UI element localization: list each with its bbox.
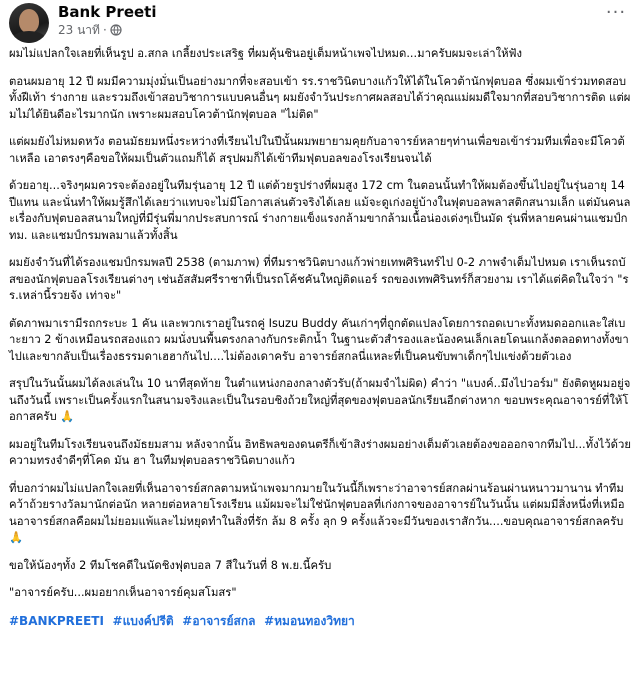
post-header	[0, 0, 640, 38]
post-paragraph: ผมไม่แปลกใจเลยที่เห็นรูป อ.สกล เกลี้ยงประเสริฐ ที่ผมคุ้นชินอยู่เต็มหน้าเพจไปหมด...มาครับผมจะเล่าให้ฟัง	[9, 47, 523, 60]
globe-icon	[110, 23, 122, 37]
hashtag-link[interactable]: #อาจารย์สกล	[182, 613, 256, 628]
more-options-icon[interactable]: ···	[605, 2, 627, 23]
hashtag-link[interactable]: #BANKPREETI	[9, 613, 104, 628]
hashtag-row	[9, 613, 631, 631]
post-paragraph: ที่บอกว่าผมไม่แปลกใจเลยที่เห็นอาจารย์สกลตามหน้าเพจมากมายในวันนี้ก็เพราะว่าอาจารย์สกลผ่านร้อนผ่านหนาวมานาน ทำทีมคว้าถ้วยรางวัลมานักต่อนัก หลายต่อหลายโรงเรียน แม้ผมจะไม่ใช่นักฟุตบอลที่เก่งกาจของอาจารย์ในวันนั้น แต่ผมมีสิ่งหนึ่งที่เหมือนอาจารย์สกลคือผมไม่ยอมแพ้และไม่หยุดทำในสิ่งที่รัก ล้ม 8 ครั้ง ลุก 9 ครั้งแล้วจะมีวันของเราสักวัน....ขอบคุณอาจารย์สกลครับ 🙏	[9, 481, 625, 544]
post-paragraph: ผมยังจำวันที่ได้รองแชมป์กรมพลปี 2538 (ตามภาพ) ที่ทีมราชวินิตบางแก้วพ่ายเทพศิรินทร์ไป 0-2 ภาพจำเต็มไปหมด เราเห็นรถบัสของนักฟุตบอลโรงเรียนต่างๆ เช่นอัสสัมศรีราชาที่เป็นรถโค้ชคันใหญ่ติดแอร์ รถของเทพศิรินทร์ก็สวยงาม เราได้แต่คิดในใจว่า "รร.เหล่านี้รวยจัง เท่าจะ"	[9, 256, 629, 302]
post-paragraph: สรุปในวันนั้นผมได้ลงเล่นใน 10 นาทีสุดท้าย ในตำแหน่งกองกลางตัวรับ(ถ้าผมจำไม่ผิด) คำว่า "แบงค์..มึงไปวอร์ม" ยังติดหูผมอยู่จนถึงวันนี้ เพราะเป็นครั้งแรกในสนามจริงและเป็นในรอบชิงถ้วยใหญ่ที่สุดของฟุตบอลนักเรียนอีกต่างหาก ขอบพระคุณอาจารย์ที่ให้โอกาสครับ 🙏	[9, 377, 631, 423]
post-meta	[58, 22, 122, 38]
post-paragraph: ตัดภาพมาเรามีรถกระบะ 1 คัน และพวกเราอยู่ในรถคู่ Isuzu Buddy คันเก่าๆที่ถูกตัดแปลงโดยการถอดเบาะทั้งหมดออกและใส่เบาะยาว 2 ข้างเหมือนรถสองแถว ผมนั่งบนพื้นตรงกลางกับกระติกน้ำ ในฐานะตัวสำรองและน้องคนเล็กเลยโดนแกล้งตลอดทางทั้งขาไปและขากลับเป็นเรื่องธรรมดาเฮฮากันไป....ไม่ต้องเดาครับ อาจารย์สกลนี่แหละที่เป็นคนขับพาเด็กๆไปแข่งด้วยตัวเอง	[9, 316, 629, 363]
hashtag-link[interactable]: #แบงค์ปรีติ	[112, 613, 174, 628]
post-paragraph: ผมอยู่ในทีมโรงเรียนจนถึงมัธยมสาม หลังจากนั้น อิทธิพลของดนตรีก็เข้าสิงร่างผมอย่างเต็มตัวเลยต้องขอออกจากทีมไป...ทั้งไว้ด้วยความทรงจำดีๆที่โคด มัน ฮา ในทีมฟุตบอลราชวินิตบางแก้ว	[9, 437, 631, 467]
avatar-shirt	[11, 31, 47, 43]
avatar[interactable]	[9, 3, 49, 43]
post-paragraph: แต่ผมยังไม่หมดหวัง ตอนมัธยมหนึ่งระหว่างที่เรียนไปในปีนั้นผมพยายามคุยกับอาจารย์หลายๆท่านเพื่อขอเข้าร่วมทีมเพื่อจะมีโควต้าเหลือ เอาตรงๆคือขอให้ผมเป็นตัวแถมก็ได้ สรุปผมก็ได้เข้าทีมฟุตบอลของโรงเรียนจนได้	[9, 135, 625, 165]
post-timestamp[interactable]: 23 นาที	[58, 23, 100, 37]
avatar-face	[19, 9, 39, 33]
post-body	[9, 46, 631, 630]
post-paragraph: "อาจารย์ครับ...ผมอยากเห็นอาจารย์คุมสโมสร"	[9, 586, 237, 599]
post-paragraph: ขอให้น้องๆทั้ง 2 ทีมโชคดีในนัดชิงฟุตบอล 7 สีในวันที่ 8 พ.ย.นี้ครับ	[9, 558, 332, 572]
post-paragraph: ด้วยอายุ...จริงๆผมควรจะต้องอยู่ในทีมรุ่นอายุ 12 ปี แต่ด้วยรูปร่างที่ผมสูง 172 cm ในตอนนั้นทำให้ผมต้องขึ้นไปอยู่ในรุ่นอายุ 14 ปีแทน และนั่นทำให้ผมรู้สึกได้เลยว่าแทบจะไม่มีโอกาสเล่นตัวจริงได้เลย แม้จะดูเก่งอยู่บ้างในฟุตบอลพลาสติกสนามเล็ก แต่มันคนละเรื่องกับฟุตบอลสนามใหญ่ที่มีรุ่นพี่มากประสบการณ์ ร่างกายแข็งแรงกล้ามขากล้ามเนื้อน่องเด่งๆเป็นมัด รุ่นพี่หลายคนผ่านแชมป์กทม. และแชมป์กรมพลมาแล้วทั้งสิ้น	[9, 179, 631, 242]
author-name[interactable]: Bank Preeti	[58, 3, 157, 21]
hashtag-link[interactable]: #หมอนทองวิทยา	[264, 613, 355, 628]
meta-separator: ·	[102, 23, 107, 37]
post-paragraph: ตอนผมอายุ 12 ปี ผมมีความมุ่งมั่นเป็นอย่างมากที่จะสอบเข้า รร.ราชวินิตบางแก้วให้ได้ในโควต้านักฟุตบอล ซึ่งผมเข้าร่วมทดสอบทั้งฝีเท้า ร่างกาย และรวมถึงเข้าสอบวิชาการแบบคนอื่นๆ ผมยังจำวันประกาศผลสอบได้ว่าคุณแม่ผมดีใจมากที่สอบวิชาการติด แต่ผมไม่ได้ยินดีอะไรมากนัก เพราะผมสอบโควต้านักฟุตบอล "ไม่ติด"	[9, 74, 631, 121]
